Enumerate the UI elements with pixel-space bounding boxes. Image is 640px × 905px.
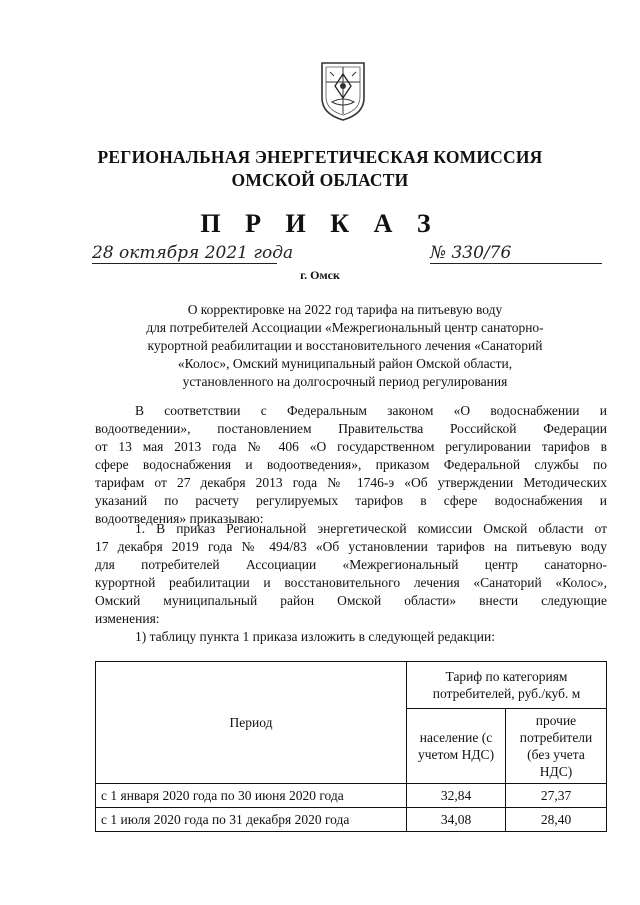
- coat-of-arms-emblem: [318, 60, 368, 122]
- subject-line: О корректировке на 2022 год тарифа на питьевую воду: [187, 302, 503, 317]
- item-1-line: 17 декабря 2019 года № 494/83 «Об установлении тарифов на питьевую воду: [95, 539, 607, 554]
- item-1-paragraph: [95, 520, 607, 646]
- subject-line: «Колос», Омский муниципальный район Омской области,: [177, 356, 513, 371]
- preamble-line: тарифам от 27 декабря 2013 года № 1746-э «Об утверждении Методических: [95, 475, 607, 490]
- header-other-consumers: прочие потребители (без учета НДС): [506, 709, 607, 784]
- row-population-tariff: 32,84: [407, 784, 506, 808]
- subject-line: для потребителей Ассоциации «Межрегиональный центр санаторно-: [146, 320, 544, 335]
- city-name: г. Омск: [300, 268, 340, 282]
- row-period: с 1 июля 2020 года по 31 декабря 2020 года: [96, 808, 407, 832]
- preamble-line: В соответствии с Федеральным законом «О водоснабжении и: [135, 403, 607, 418]
- organization-name-line1: РЕГИОНАЛЬНАЯ ЭНЕРГЕТИЧЕСКАЯ КОМИССИЯ: [97, 147, 543, 167]
- preamble-line: указаний по расчету регулируемых тарифов в сфере водоснабжения и: [95, 493, 607, 508]
- row-period: с 1 января 2020 года по 30 июня 2020 года: [96, 784, 407, 808]
- row-population-tariff: 34,08: [407, 808, 506, 832]
- preamble-line: водоотведении», постановлением Правительства Российской Федерации: [95, 421, 607, 436]
- table-row: [96, 808, 607, 832]
- row-other-tariff: 28,40: [506, 808, 607, 832]
- item-1-line: для потребителей Ассоциации «Межрегиональный центр санаторно-: [95, 557, 607, 572]
- item-1-subitem: 1) таблицу пункта 1 приказа изложить в следующей редакции:: [135, 629, 495, 644]
- organization-name-line2: ОМСКОЙ ОБЛАСТИ: [231, 170, 409, 190]
- handwritten-date: 28 октября 2021 года: [92, 243, 294, 263]
- order-subject: [95, 301, 595, 391]
- subject-line: установленного на долгосрочный период регулирования: [182, 374, 508, 389]
- item-1-line: курортной реабилитации и восстановительного лечения «Санаторий «Колос»,: [95, 575, 607, 590]
- document-title: П Р И К А З: [200, 209, 440, 238]
- row-other-tariff: 27,37: [506, 784, 607, 808]
- header-period: Период: [96, 662, 407, 784]
- subject-line: курортной реабилитации и восстановительного лечения «Санаторий: [147, 338, 543, 353]
- preamble-paragraph: [95, 402, 607, 528]
- table-row: [96, 784, 607, 808]
- tariff-table: [95, 661, 607, 832]
- item-1-line: изменения:: [95, 611, 160, 626]
- item-1-line: Омский муниципальный район Омской области» внести следующие: [95, 593, 607, 608]
- header-population: население (с учетом НДС): [407, 709, 506, 784]
- item-1-line: 1. В приказ Региональной энергетической комиссии Омской области от: [135, 521, 607, 536]
- preamble-line: от 13 мая 2013 года № 406 «О государственном регулировании тарифов в: [95, 439, 607, 454]
- handwritten-order-number: № 330/76: [430, 243, 602, 264]
- header-tariff-group: Тариф по категориям потребителей, руб./куб. м: [407, 662, 607, 709]
- preamble-line: водоотведения» приказываю:: [95, 511, 264, 526]
- preamble-line: сфере водоснабжения и водоотведения», приказом Федеральной службы по: [95, 457, 607, 472]
